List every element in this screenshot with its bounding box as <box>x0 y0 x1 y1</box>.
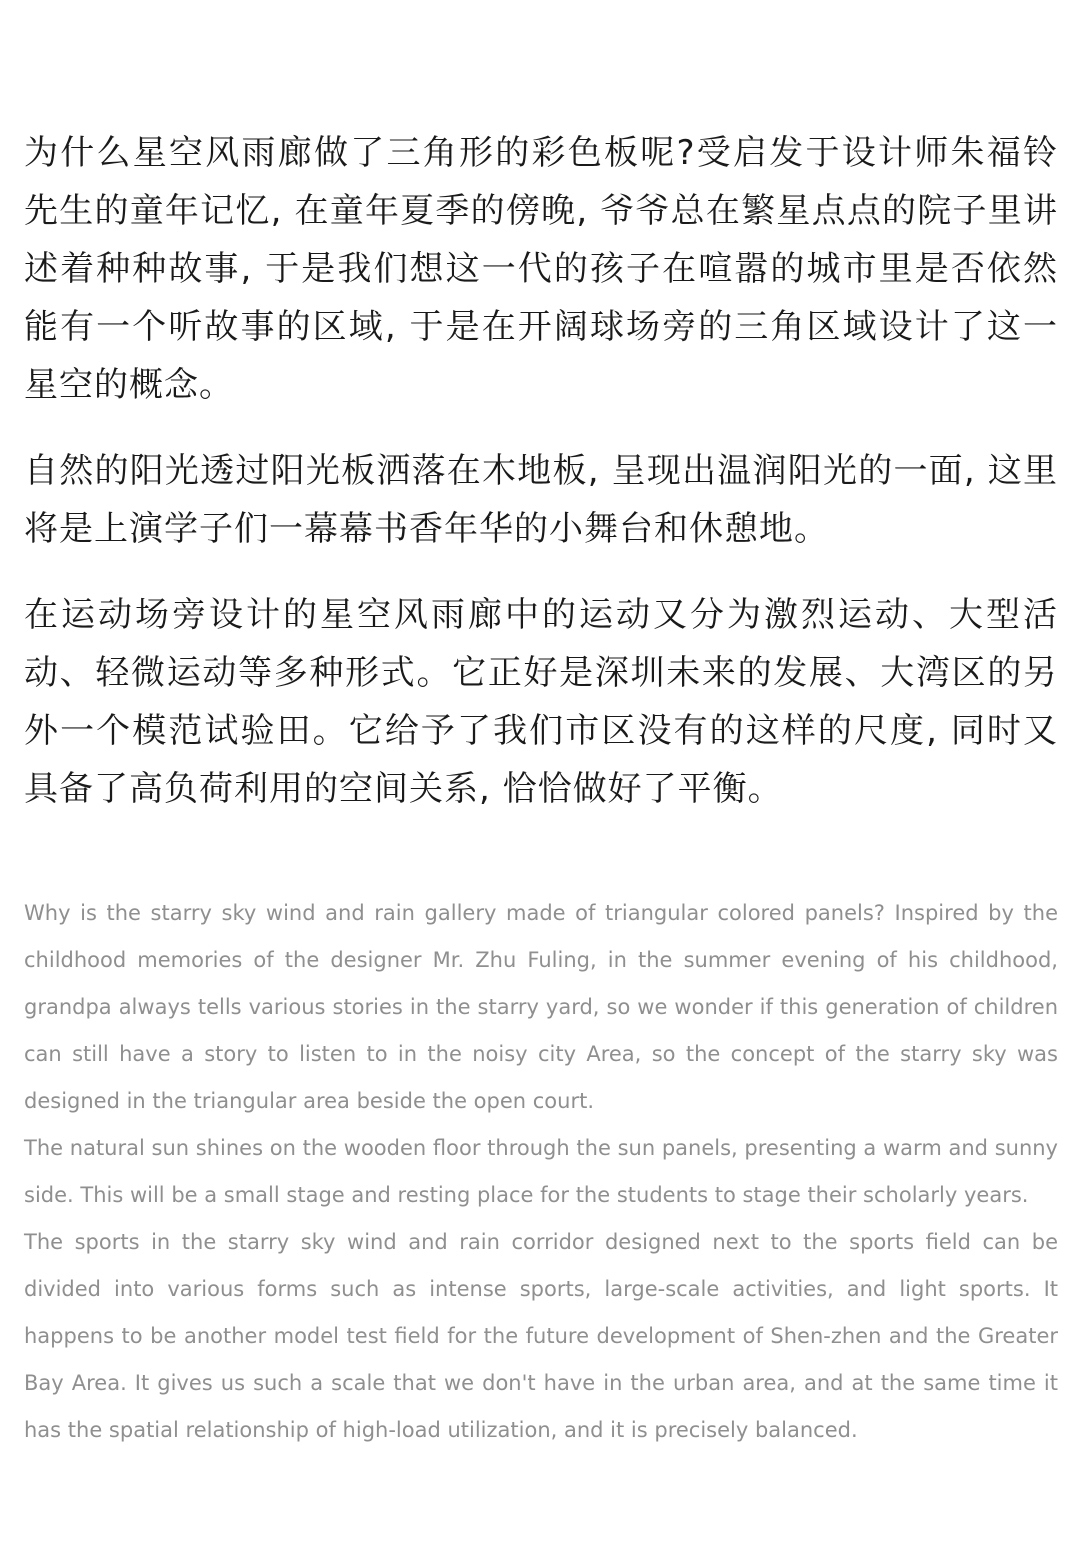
english-paragraph-2: The natural sun shines on the wooden floor through the sun panels, presenting a warm and sunny side. This will be a small stage and resting place for the students to stage their scholarly years. <box>24 1136 1058 1207</box>
chinese-article <box>24 124 1058 846</box>
english-paragraph-1: Why is the starry sky wind and rain gallery made of triangular colored panels? Inspired by the childhood memories of the designer Mr. Zhu Fuling, in the summer evening of his childhood, grandpa always tells various stories in the starry yard, so we wonder if this generation of children can still have a story to listen to in the noisy city Area, so the concept of the starry sky was designed in the triangular area beside the open court. <box>24 901 1058 1113</box>
chinese-paragraph-2: 自然的阳光透过阳光板洒落在木地板, 呈现出温润阳光的一面, 这里将是上演学子们一幕幕书香年华的小舞台和休憩地。 <box>24 451 1058 549</box>
chinese-paragraph-1: 为什么星空风雨廊做了三角形的彩色板呢?受启发于设计师朱福铃先生的童年记忆, 在童年夏季的傍晚, 爷爷总在繁星点点的院子里讲述着种种故事, 于是我们想这一代的孩子在喧嚣的城市里是否依然能有一个听故事的区域, 于是在开阔球场旁的三角区域设计了这一星空的概念。 <box>24 133 1058 405</box>
english-article <box>24 890 1058 1454</box>
chinese-paragraph-3: 在运动场旁设计的星空风雨廊中的运动又分为激烈运动、大型活动、轻微运动等多种形式。它正好是深圳未来的发展、大湾区的另外一个模范试验田。它给予了我们市区没有的这样的尺度, 同时又具备了高负荷利用的空间关系, 恰恰做好了平衡。 <box>24 595 1058 809</box>
english-paragraph-3: The sports in the starry sky wind and rain corridor designed next to the sports field can be divided into various forms such as intense sports, large-scale activities, and light sports. It happens to be another model test field for the future development of Shen-zhen and the Greater Bay Area. It gives us such a scale that we don't have in the urban area, and at the same time it has the spatial relationship of high-load utilization, and it is precisely balanced. <box>24 1230 1058 1442</box>
